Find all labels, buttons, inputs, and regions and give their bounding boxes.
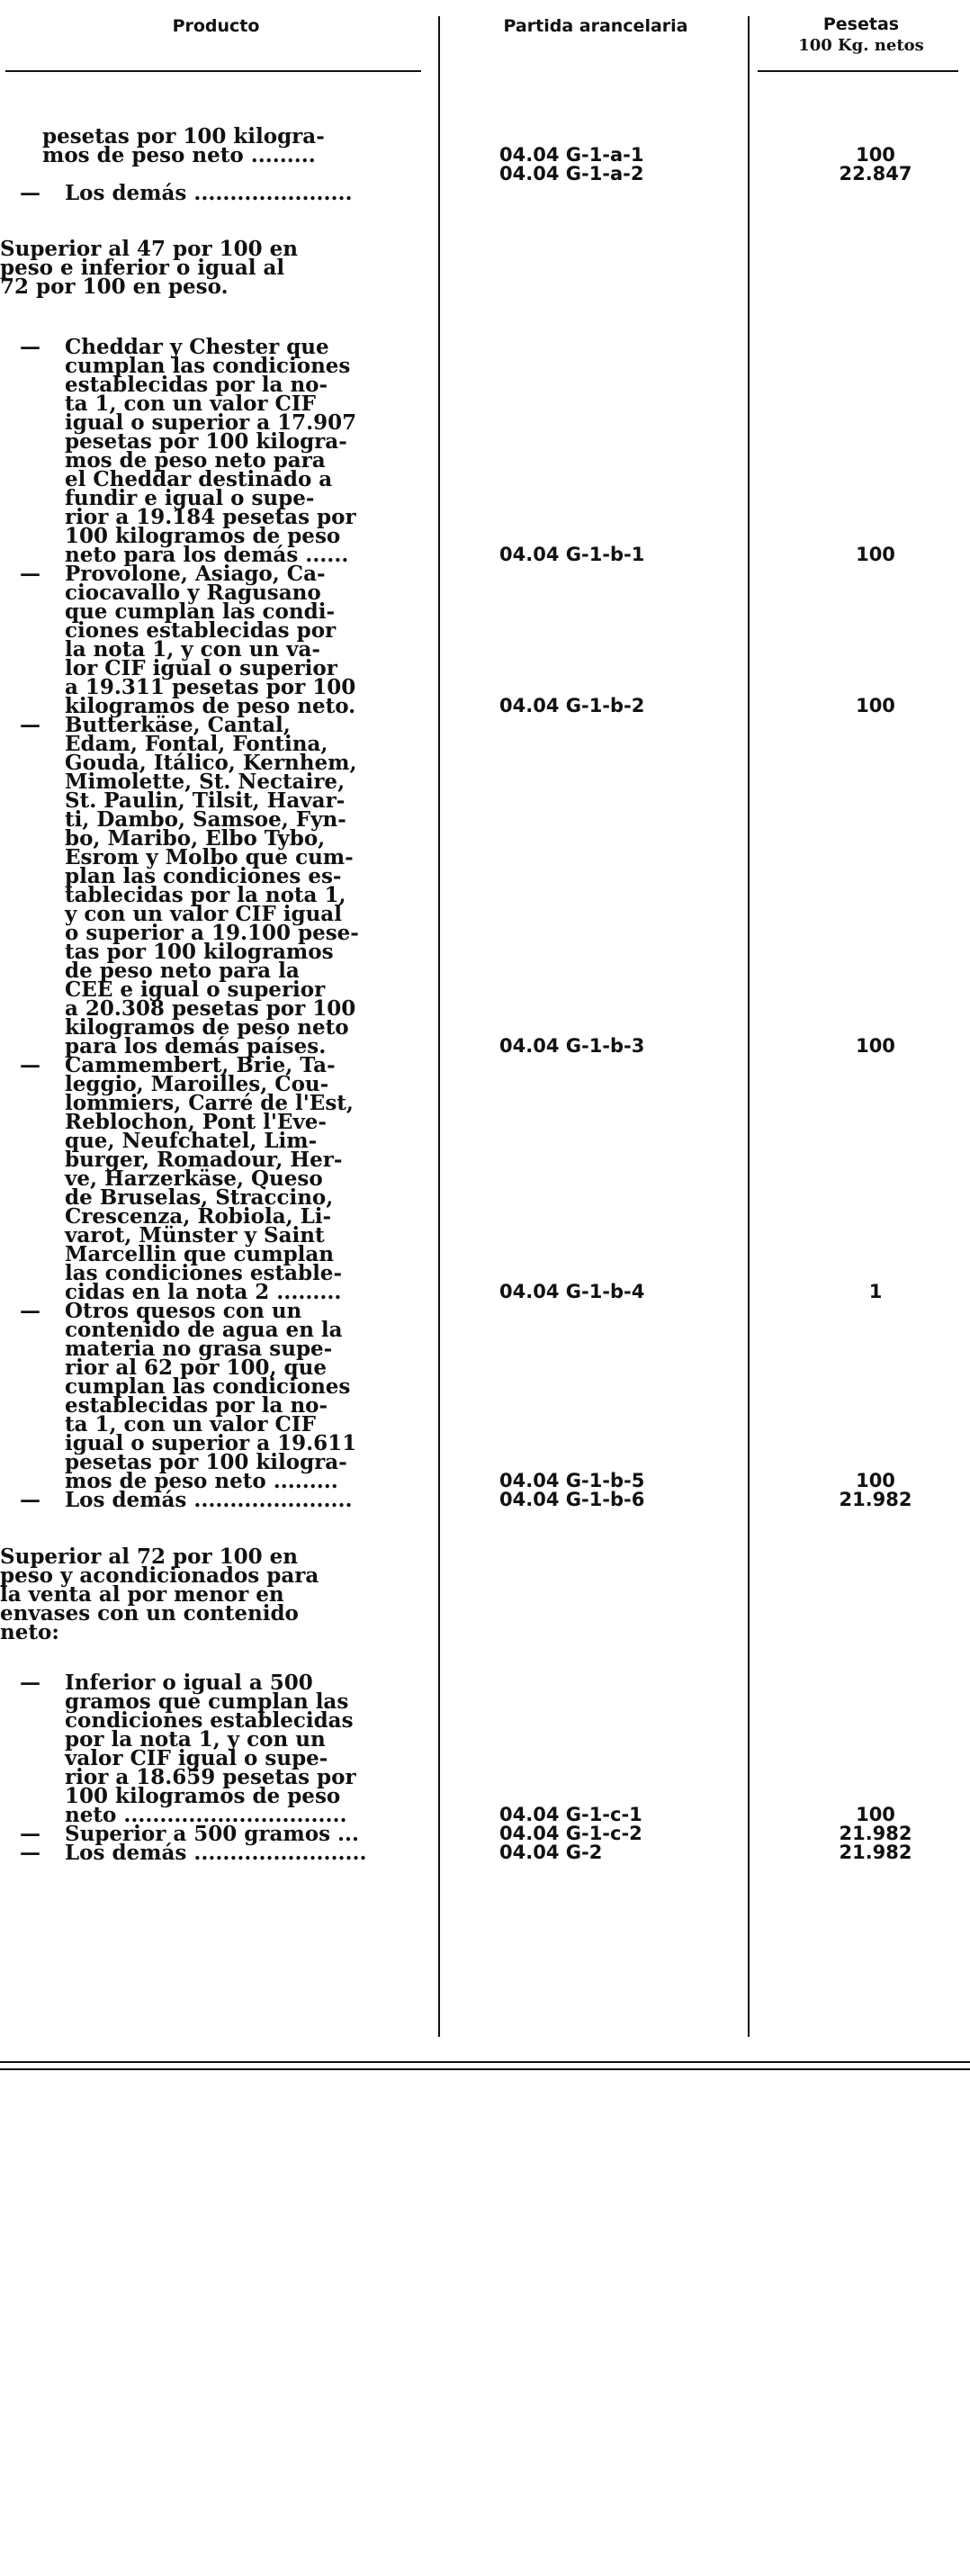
tariff-code: 04.04 G-1-c-2	[499, 1823, 642, 1844]
column-divider-2	[748, 16, 750, 2037]
pesetas-value: 100	[856, 544, 895, 565]
tariff-code: 04.04 G-1-a-2	[499, 163, 644, 185]
pesetas-value: 100	[856, 1470, 895, 1491]
product-row-otros-quesos: Otros quesos con un contenido de agua en la materia no grasa supe- rior al 62 por 100, que cumplan las condiciones establecidas por la no- ta 1, con un valor CIF igual o superior a 19.611 pesetas por 100 kilogra- mos de peso neto .........	[65, 1299, 357, 1493]
header-pesetas-line1: Pesetas	[822, 14, 900, 34]
pesetas-value: 100	[856, 1804, 895, 1825]
dash-marker: —	[20, 713, 40, 737]
product-row-los-demas-3: Los demás ........................	[65, 1841, 367, 1865]
pesetas-value: 100	[856, 144, 895, 166]
tariff-code: 04.04 G-1-b-4	[499, 1281, 645, 1302]
dash-marker: —	[20, 1841, 40, 1865]
tariff-code: 04.04 G-1-b-1	[499, 544, 645, 565]
column-divider-1	[438, 16, 440, 2037]
product-row-los-demas-2: Los demás ......................	[65, 1488, 353, 1512]
dash-marker: —	[20, 1671, 40, 1695]
tariff-code: 04.04 G-1-b-3	[499, 1035, 645, 1057]
pesetas-value: 21.982	[839, 1823, 912, 1844]
product-row-butterkase: Butterkäse, Cantal, Edam, Fontal, Fontina, Gouda, Itálico, Kernhem, Mimolette, St. Nectaire, St. Paulin, Tilsit, Havar- ti, Dambo, Samsoe, Fyn- bo, Maribo, Elbo Tybo, Esrom y Molbo que cum- plan las condiciones es- tablecidas por la nota 1, y con un valor CIF igual o superior a 19.100 pese- tas por 100 kilogramos de peso neto para la CEE e igual o superior a 20.308 pesetas por 100 kilogramos de peso neto para los demás países.	[65, 713, 359, 1058]
pesetas-value: 22.847	[839, 163, 912, 185]
section-heading-47-72: Superior al 47 por 100 en peso e inferior o igual al 72 por 100 en peso.	[0, 237, 298, 299]
dash-marker: —	[20, 1299, 40, 1323]
header-partida: Partida arancelaria	[503, 16, 688, 36]
tariff-code: 04.04 G-1-b-6	[499, 1489, 645, 1510]
tariff-code: 04.04 G-2	[499, 1842, 603, 1863]
header-rule-producto	[5, 70, 421, 72]
tariff-code: 04.04 G-1-c-1	[499, 1804, 642, 1825]
product-row-cheddar: Cheddar y Chester que cumplan las condiciones establecidas por la no- ta 1, con un valor CIF igual o superior a 17.907 pesetas por 100 kilogra- mos de peso neto para el Cheddar destinado a fundir e igual o supe- rior a 19.184 pesetas por 100 kilogramos de peso neto para los demás ......	[65, 335, 357, 567]
bottom-rule-bottom	[0, 2068, 970, 2070]
tariff-code: 04.04 G-1-b-5	[499, 1470, 645, 1491]
product-row-superior-500: Superior a 500 gramos ...	[65, 1822, 360, 1846]
product-row-cammembert: Cammembert, Brie, Ta- leggio, Maroilles, Cou- lommiers, Carré de l'Est, Reblochon, Pont l'Eve- que, Neufchatel, Lim- burger, Romadour, Her- ve, Harzerkäse, Queso de Bruselas, Straccino, Crescenza, Robiola, Li- varot, Münster y Saint Marcellin que cumplan las condiciones estable- cidas en la nota 2 .........	[65, 1053, 354, 1304]
header-producto: Producto	[172, 16, 260, 36]
pesetas-value: 100	[856, 1035, 895, 1057]
pesetas-value: 21.982	[839, 1842, 912, 1863]
dash-marker: —	[20, 1053, 40, 1077]
dash-marker: —	[20, 181, 40, 205]
bottom-rule-top	[0, 2061, 970, 2063]
pesetas-value: 21.982	[839, 1489, 912, 1510]
header-pesetas	[752, 14, 970, 56]
product-row-los-demas-1: Los demás ......................	[65, 181, 353, 205]
product-row-continuation: pesetas por 100 kilogra- mos de peso neto .........	[42, 124, 325, 167]
product-row-inferior-500: Inferior o igual a 500 gramos que cumplan las condiciones establecidas por la nota 1, y con un valor CIF igual o supe- rior a 18.659 pesetas por 100 kilogramos de peso neto ...............................	[65, 1671, 356, 1827]
product-row-provolone: Provolone, Asiago, Ca- ciocavallo y Ragusano que cumplan las condi- ciones establecidas por la nota 1, y con un va- lor CIF igual o superior a 19.311 pesetas por 100 kilogramos de peso neto.	[65, 562, 356, 718]
pesetas-value: 100	[856, 695, 895, 716]
section-heading-72: Superior al 72 por 100 en peso y acondicionados para la venta al por menor en envases con un contenido neto:	[0, 1545, 319, 1644]
dash-marker: —	[20, 1488, 40, 1512]
header-rule-pesetas	[758, 70, 958, 72]
dash-marker: —	[20, 1822, 40, 1846]
dash-marker: —	[20, 335, 40, 359]
pesetas-value: 1	[868, 1281, 883, 1302]
header-pesetas-line2: 100 Kg. netos	[798, 36, 924, 55]
tariff-code: 04.04 G-1-b-2	[499, 695, 645, 716]
dash-marker: —	[20, 562, 40, 586]
tariff-code: 04.04 G-1-a-1	[499, 144, 644, 166]
